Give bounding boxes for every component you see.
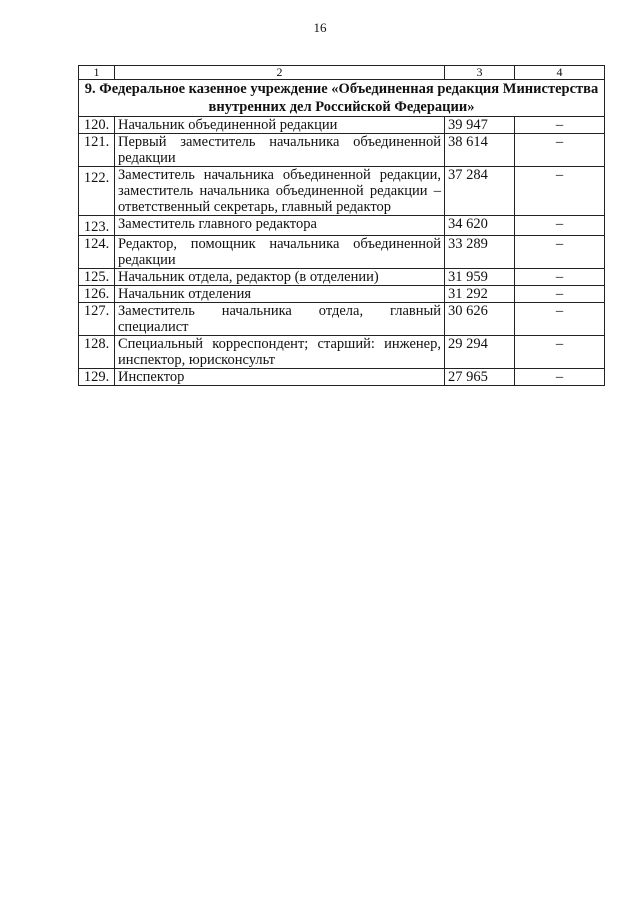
row-number: 125. xyxy=(79,269,115,286)
extra-value: – xyxy=(515,303,605,336)
extra-value: – xyxy=(515,134,605,167)
table-row xyxy=(79,336,605,369)
column-number: 4 xyxy=(515,66,605,80)
extra-value: – xyxy=(515,336,605,369)
table-row xyxy=(79,269,605,286)
table-row xyxy=(79,369,605,386)
extra-value: – xyxy=(515,216,605,236)
row-number: 123. xyxy=(79,216,115,236)
table-row xyxy=(79,286,605,303)
position-title: Специальный корреспондент; старший: инженер, инспектор, юрисконсульт xyxy=(115,336,445,369)
salary-value: 29 294 xyxy=(445,336,515,369)
table-row xyxy=(79,236,605,269)
row-number: 122. xyxy=(79,167,115,216)
table-row xyxy=(79,303,605,336)
position-title: Начальник объединенной редакции xyxy=(115,117,445,134)
extra-value: – xyxy=(515,286,605,303)
extra-value: – xyxy=(515,236,605,269)
row-number: 128. xyxy=(79,336,115,369)
salary-value: 27 965 xyxy=(445,369,515,386)
salary-value: 34 620 xyxy=(445,216,515,236)
extra-value: – xyxy=(515,117,605,134)
row-number: 126. xyxy=(79,286,115,303)
salary-value: 30 626 xyxy=(445,303,515,336)
position-title: Первый заместитель начальника объединенной редакции xyxy=(115,134,445,167)
page-number: 16 xyxy=(313,20,327,35)
salary-value: 37 284 xyxy=(445,167,515,216)
position-title: Начальник отдела, редактор (в отделении) xyxy=(115,269,445,286)
table-row xyxy=(79,167,605,216)
salary-value: 33 289 xyxy=(445,236,515,269)
salary-value: 31 292 xyxy=(445,286,515,303)
section-header-row xyxy=(79,80,605,117)
position-title: Инспектор xyxy=(115,369,445,386)
position-title: Начальник отделения xyxy=(115,286,445,303)
salary-value: 38 614 xyxy=(445,134,515,167)
salary-value: 39 947 xyxy=(445,117,515,134)
table-row xyxy=(79,216,605,236)
position-title: Заместитель начальника объединенной редакции, заместитель начальника объединенной редакции – ответственный секретарь, главный редактор xyxy=(115,167,445,216)
extra-value: – xyxy=(515,369,605,386)
row-number: 124. xyxy=(79,236,115,269)
extra-value: – xyxy=(515,167,605,216)
table-row xyxy=(79,117,605,134)
row-number: 121. xyxy=(79,134,115,167)
position-title: Заместитель начальника отдела, главный специалист xyxy=(115,303,445,336)
position-title: Редактор, помощник начальника объединенной редакции xyxy=(115,236,445,269)
salary-value: 31 959 xyxy=(445,269,515,286)
row-number: 129. xyxy=(79,369,115,386)
column-number: 3 xyxy=(445,66,515,80)
column-number: 1 xyxy=(79,66,115,80)
section-title: 9. Федеральное казенное учреждение «Объединенная редакция Министерства внутренних дел Российской Федерации» xyxy=(79,80,605,117)
table-row xyxy=(79,134,605,167)
extra-value: – xyxy=(515,269,605,286)
position-title: Заместитель главного редактора xyxy=(115,216,445,236)
column-number-row xyxy=(79,66,605,80)
row-number: 127. xyxy=(79,303,115,336)
salary-table xyxy=(78,65,605,386)
row-number: 120. xyxy=(79,117,115,134)
column-number: 2 xyxy=(115,66,445,80)
